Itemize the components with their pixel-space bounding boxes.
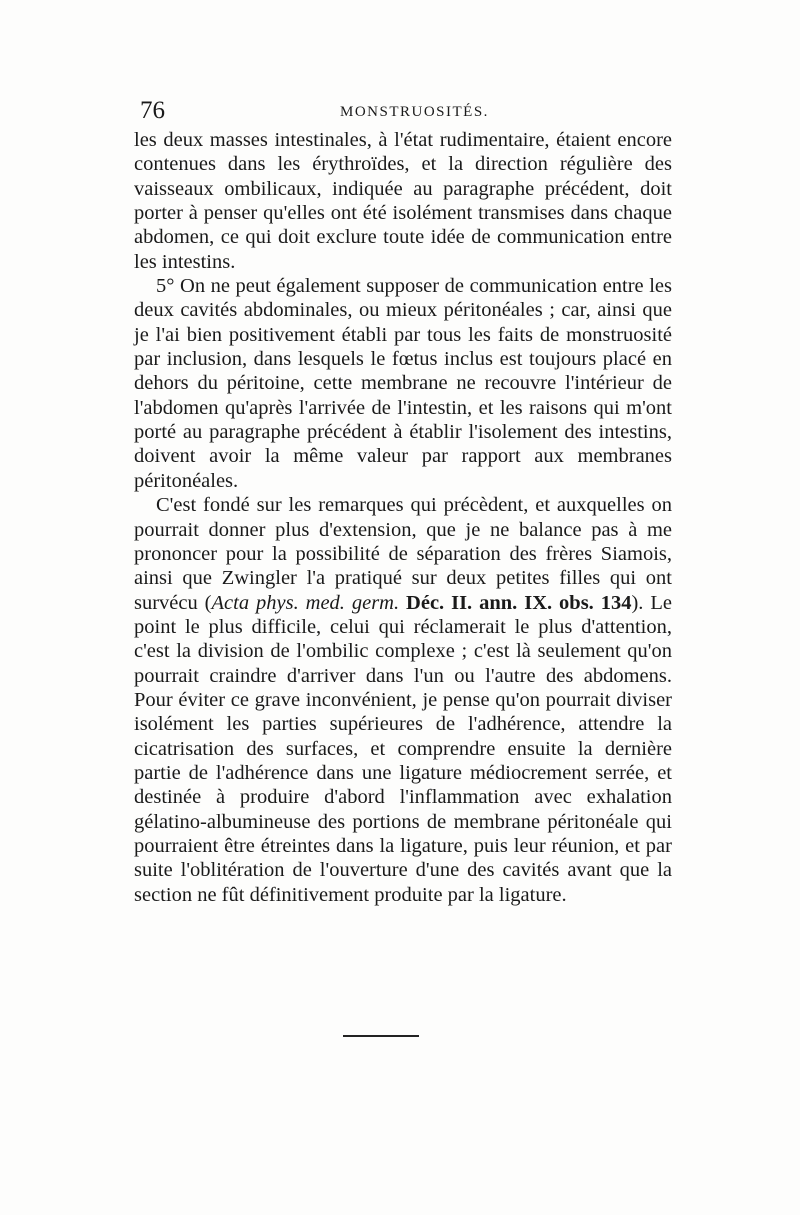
running-head <box>140 96 670 126</box>
paragraph-siamese-separation <box>134 493 672 907</box>
paragraph-continuation: les deux masses intestinales, à l'état rudimentaire, étaient encore contenues dans les érythroïdes, et la direction régulière des vaisseaux ombilicaux, indiquée au paragraphe précédent, doit porter à penser qu'elles ont été isolément transmises dans chaque abdomen, ce qui doit exclure toute idée de communication entre les intestins. <box>134 129 672 273</box>
paragraph-point-5: 5° On ne peut également supposer de communication entre les deux cavités abdominales, ou mieux péritonéales ; car, ainsi que je l'ai bien positivement établi par tous les faits de monstruosité par inclusion, dans lesquels le fœtus inclus est toujours placé en dehors du péritoine, cette membrane ne recouvre l'intérieur de l'abdomen qu'après l'arrivée de l'intestin, et les raisons qui m'ont porté au paragraphe précédent à établir l'isolement des intestins, doivent avoir la même valeur par rapport aux membranes péritonéales. <box>134 275 672 492</box>
running-title: MONSTRUOSITÉS. <box>340 104 489 120</box>
body-text <box>134 128 672 907</box>
citation-reference: Déc. II. ann. IX. obs. 134 <box>399 591 632 614</box>
paragraph-text-after-citation: ). Le point le plus difficile, celui qui réclamerait le plus d'attention, c'est la division de l'ombilic complexe ; c'est là seulement qu'on pourrait craindre d'arriver dans l'un ou l'autre des abdomens. Pour éviter ce grave inconvénient, je pense qu'on pourrait diviser isolément les parties supérieures de l'adhérence, attendre la cicatrisation des surfaces, et comprendre ensuite la dernière partie de l'adhérence dans une ligature médiocrement serrée, et destinée à produire d'abord l'inflammation avec exhalation gélatino-albumineuse des portions de membrane péritonéale qui pourraient être étreintes dans la ligature, puis leur réunion, et par suite l'oblitération de l'ouverture d'une des cavités avant que la section ne fût définitivement produite par la ligature. <box>134 591 672 906</box>
paragraph-text-before-citation: C'est fondé sur les remarques qui précèdent, et auxquelles on pourrait donner plus d'extension, que je ne balance pas à me prononcer pour la possibilité de séparation des frères Siamois, ainsi que Zwingler l'a pratiqué sur deux petites filles qui ont survécu ( <box>134 494 672 614</box>
section-end-rule <box>343 1035 419 1037</box>
page-number: 76 <box>140 97 165 124</box>
citation-journal: Acta phys. med. germ. <box>211 591 400 614</box>
